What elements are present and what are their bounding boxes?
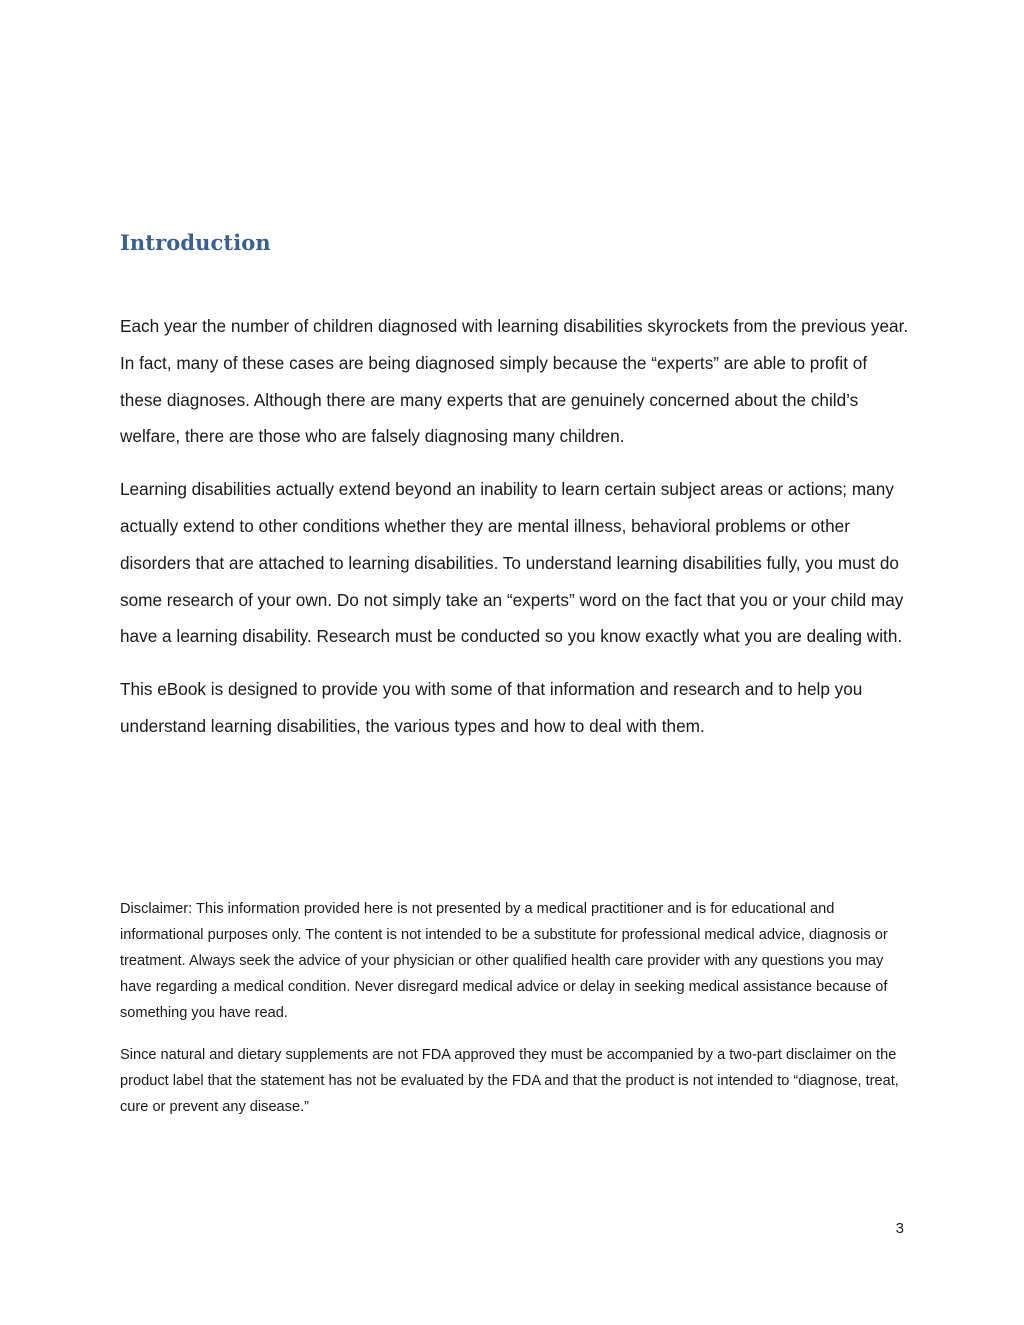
disclaimer-paragraph-2: Since natural and dietary supplements are not FDA approved they must be accompanied by a two-part disclaimer on the product label that the statement has not be evaluated by the FDA and that the product is not intended to “diagnose, treat, cure or prevent any disease.” — [120, 1047, 899, 1115]
paragraph-1: Each year the number of children diagnosed with learning disabilities skyrockets from the previous year. In fact, many of these cases are being diagnosed simply because the “experts” are able to profit of these diagnoses. Although there are many experts that are genuinely concerned about the child’s welfare, there are those who are falsely diagnosing many children. — [120, 316, 909, 447]
section-heading: Introduction — [120, 230, 271, 255]
page-number: 3 — [895, 1220, 904, 1237]
paragraph-3: This eBook is designed to provide you with some of that information and research and to help you understand learning disabilities, the various types and how to deal with them. — [120, 679, 863, 736]
disclaimer-paragraph-1: Disclaimer: This information provided here is not presented by a medical practitioner and is for educational and informational purposes only. The content is not intended to be a substitute for professional medical advice, diagnosis or treatment. Always seek the advice of your physician or other qualified health care provider with any questions you may have regarding a medical condition. Never disregard medical advice or delay in seeking medical assistance because of something you have read. — [120, 901, 888, 1021]
body-text — [120, 308, 910, 761]
paragraph-2: Learning disabilities actually extend beyond an inability to learn certain subject areas or actions; many actually extend to other conditions whether they are mental illness, behavioral problems or other disorders that are attached to learning disabilities. To understand learning disabilities fully, you must do some research of your own. Do not simply take an “experts” word on the fact that you or your child may have a learning disability. Research must be conducted so you know exactly what you are dealing with. — [120, 479, 904, 647]
disclaimer-block — [120, 896, 910, 1136]
